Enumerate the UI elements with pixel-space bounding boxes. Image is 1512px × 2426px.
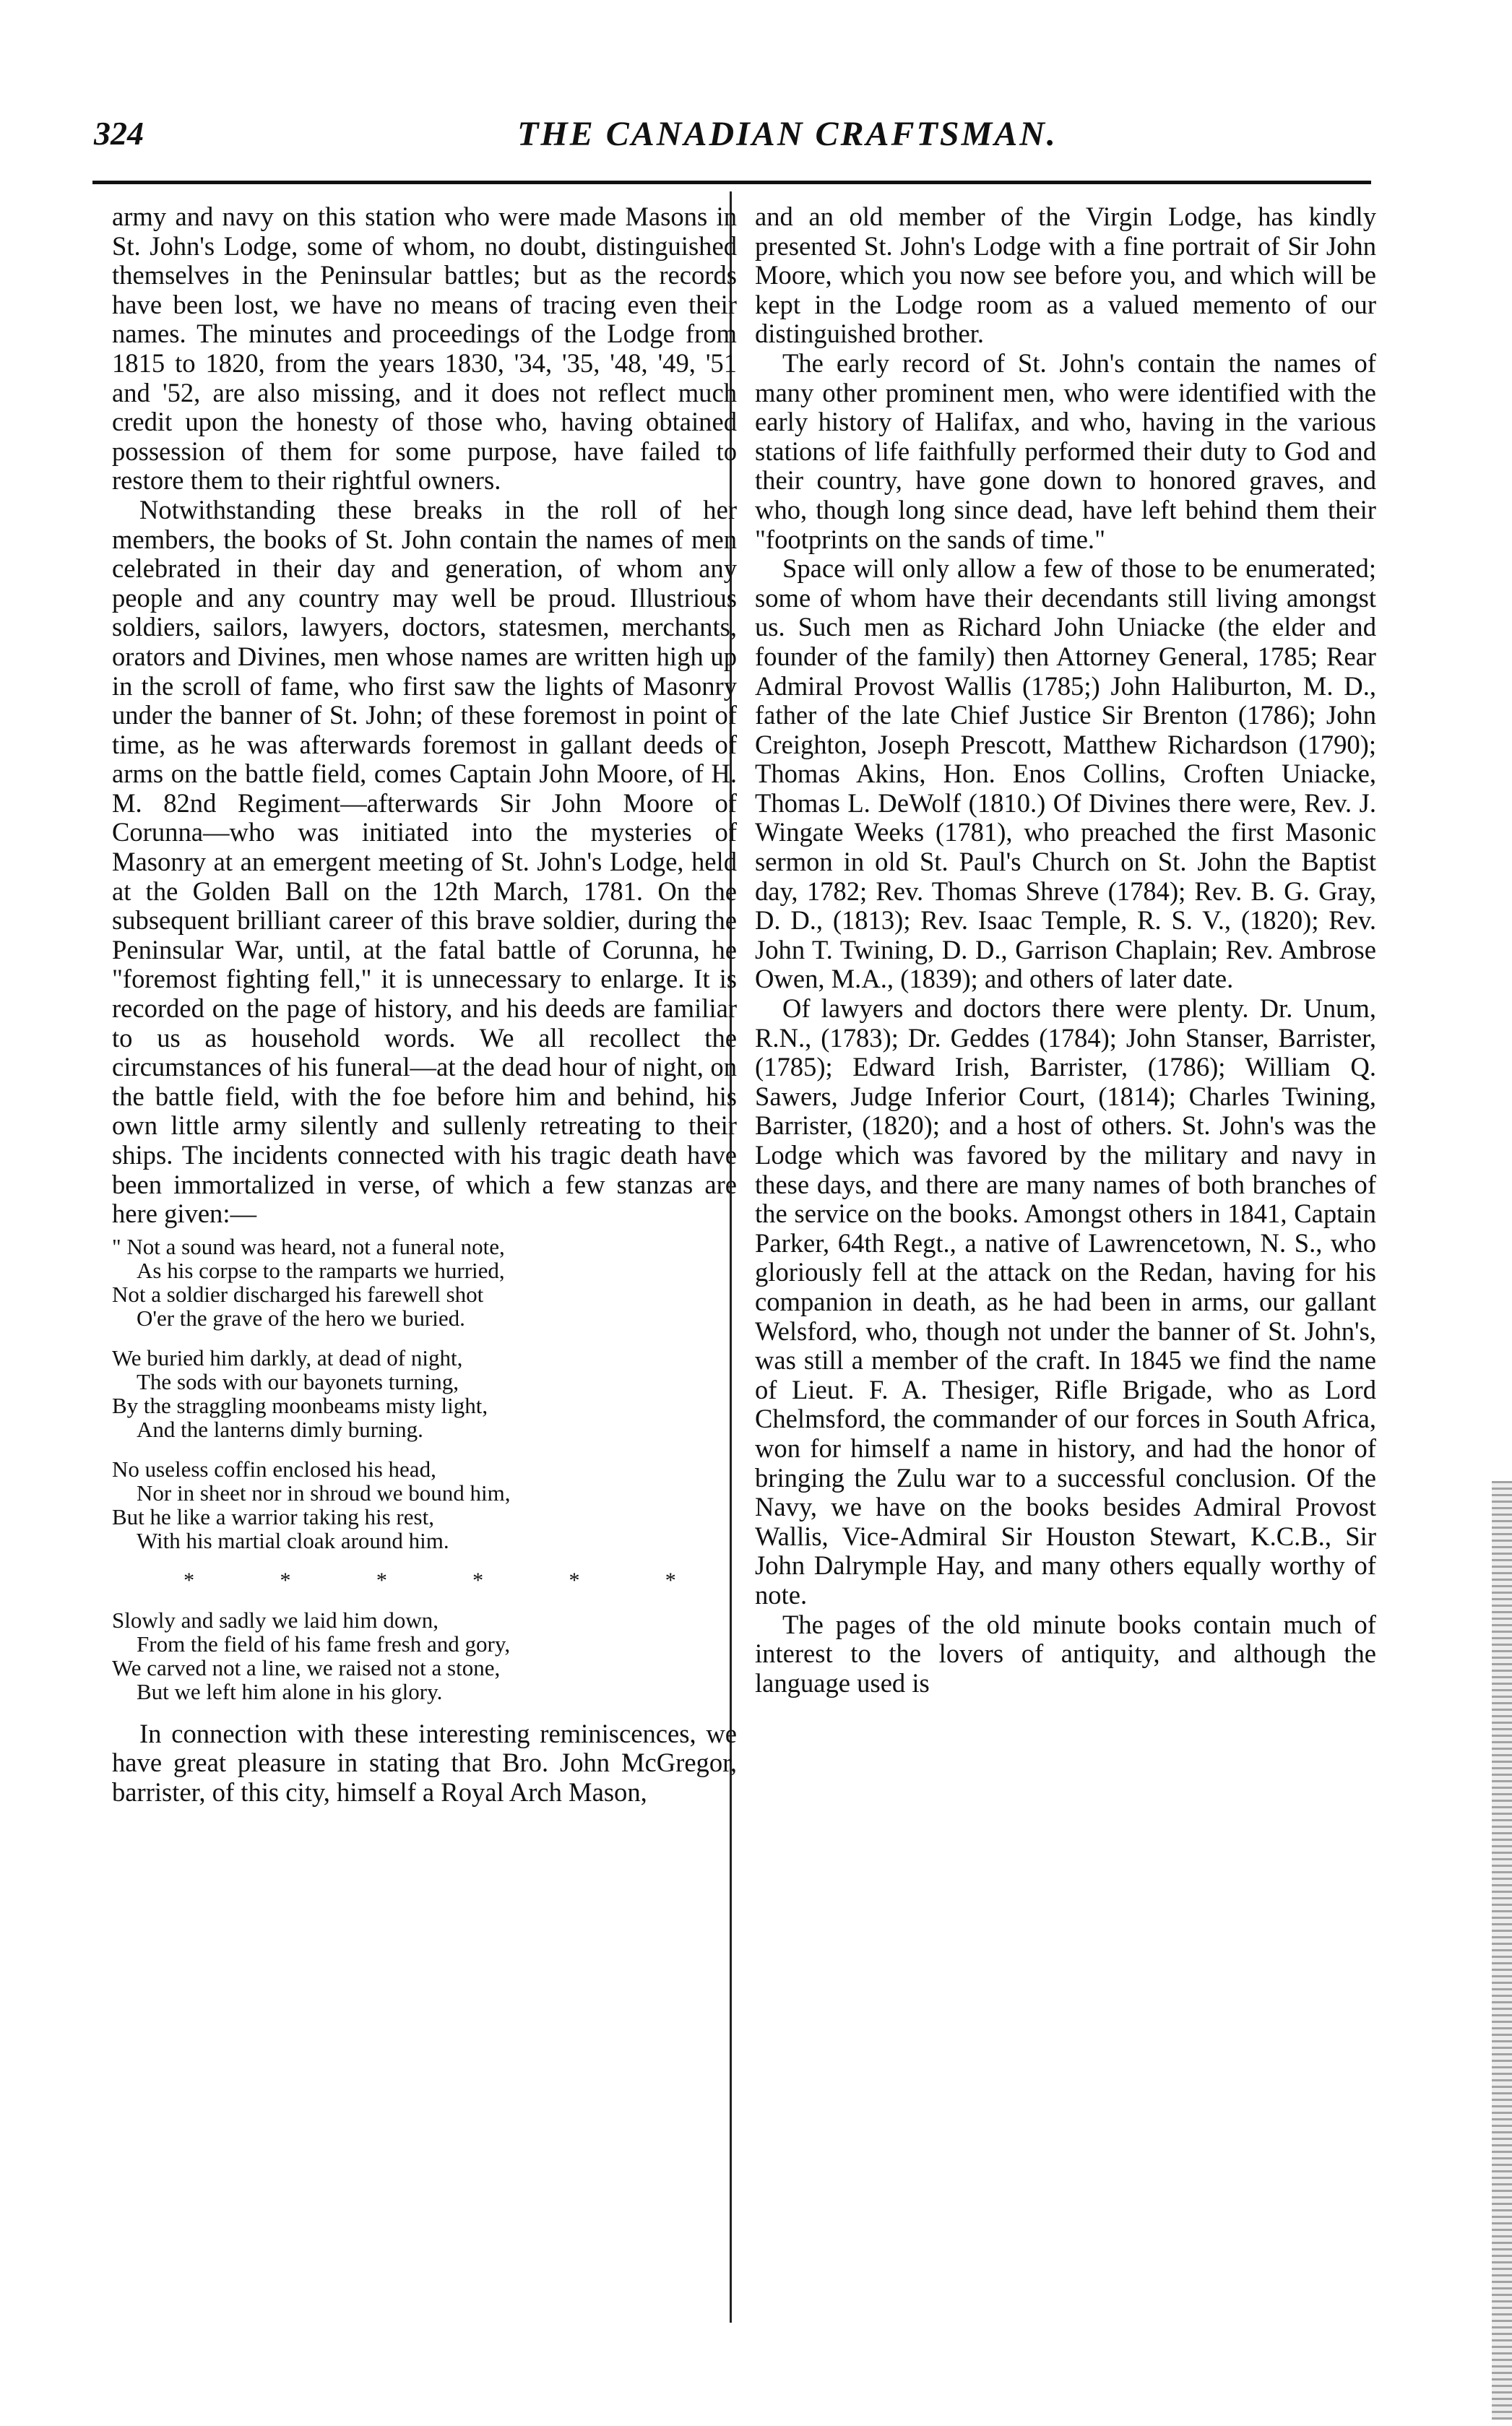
poem-line: By the straggling moonbeams misty light, xyxy=(112,1392,488,1418)
poem-stanza xyxy=(112,1608,737,1704)
poem-stanza xyxy=(112,1457,737,1553)
right-column xyxy=(755,202,1376,1698)
page-header xyxy=(94,114,1416,165)
paragraph: In connection with these interesting reminiscences, we have great pleasure in stating that Bro. John McGregor, barrister, of this city, himself a Royal Arch Mason, xyxy=(112,1718,737,1807)
poem-line: Slowly and sadly we laid him down, xyxy=(112,1607,439,1633)
scan-edge-artifact xyxy=(1492,1481,1512,2420)
separator-star: * xyxy=(665,1568,676,1592)
poem-line: But we left him alone in his glory. xyxy=(137,1678,443,1704)
poem-line: Nor in sheet nor in shroud we bound him, xyxy=(137,1480,511,1506)
separator-star: * xyxy=(376,1568,387,1592)
poem-line: No useless coffin enclosed his head, xyxy=(112,1456,436,1482)
poem-line: But he like a warrior taking his rest, xyxy=(112,1503,434,1529)
poem-line: We buried him darkly, at dead of night, xyxy=(112,1344,463,1370)
poem-stanza xyxy=(112,1235,737,1330)
poem xyxy=(112,1235,737,1704)
page-number: 324 xyxy=(94,115,144,152)
paragraph: The early record of St. John's contain the names of many other prominent men, who were identified with the early history of Halifax, and who, having in the various stations of life faithfully performed their duty to God and their country, have gone down to honored graves, and who, though long since dead, have left behind them their "footprints on the sands of time." xyxy=(755,348,1376,554)
poem-line: We carved not a line, we raised not a stone, xyxy=(112,1654,501,1680)
poem-stanza xyxy=(112,1346,737,1441)
header-rule xyxy=(92,181,1371,184)
paragraph: and an old member of the Virgin Lodge, has kindly presented St. John's Lodge with a fine portrait of Sir John Moore, which you now see before you, and which will be kept in the Lodge room as a valued memento of our distinguished brother. xyxy=(755,202,1376,349)
poem-line: Not a soldier discharged his farewell shot xyxy=(112,1281,484,1307)
poem-line: And the lanterns dimly burning. xyxy=(137,1416,423,1442)
stanza-separator xyxy=(141,1568,719,1592)
separator-star: * xyxy=(472,1568,484,1592)
paragraph: army and navy on this station who were made Masons in St. John's Lodge, some of whom, no doubt, distinguished themselves in the Peninsular battles; but as the records have been lost, we have no means of tracing even their names. The minutes and proceedings of the Lodge from 1815 to 1820, from the years 1830, '34, '35, '48, '49, '51 and '52, are also missing, and it does not reflect much credit upon the honesty of those who, having obtained possession of them for some purpose, have failed to restore them to their rightful owners. xyxy=(112,202,737,496)
paragraph: Of lawyers and doctors there were plenty. Dr. Unum, R.N., (1783); Dr. Geddes (1784); John Stanser, Barrister, (1785); Edward Irish, Barrister, (1786); William Q. Sawers, Judge Inferior Court, (1814); Charles Twining, Barrister, (1820); and a host of others. St. John's was the Lodge which was favored by the military and navy in these days, and there are many names of both branches of the service on the books. Amongst others in 1841, Captain Parker, 64th Regt., a native of Lawrencetown, N. S., who gloriously fell at the attack on the Redan, having for his companion in death, as he had been in arms, our gallant Welsford, who, though not under the banner of St. John's, was still a member of the craft. In 1845 we find the name of Lieut. F. A. Thesiger, Rifle Brigade, who as Lord Chelmsford, the commander of our forces in South Africa, won for himself a name in history, and had the honor of bringing the Zulu war to a successful conclusion. Of the Navy, we have on the books besides Admiral Provost Wallis, Vice-Admiral Sir Houston Stewart, K.C.B., Sir John Dalrymple Hay, and many others equally worthy of note. xyxy=(755,993,1376,1610)
poem-line: From the field of his fame fresh and gory, xyxy=(137,1631,511,1657)
paragraph: The pages of the old minute books contain much of interest to the lovers of antiquity, and although the language used is xyxy=(755,1609,1376,1698)
separator-star: * xyxy=(569,1568,580,1592)
poem-line: With his martial cloak around him. xyxy=(137,1527,449,1553)
running-title: THE CANADIAN CRAFTSMAN. xyxy=(517,115,1058,153)
paragraph: Space will only allow a few of those to be enumerated; some of whom have their decendants still living amongst us. Such men as Richard John Uniacke (the elder and founder of the family) then Attorney General, 1785; Rear Admiral Provost Wallis (1785;) John Haliburton, M. D., father of the late Chief Justice Sir Brenton (1786); John Creighton, Joseph Prescott, Matthew Richardson (1790); Thomas Akins, Hon. Enos Collins, Croften Uniacke, Thomas L. DeWolf (1810.) Of Divines there were, Rev. J. Wingate Weeks (1781), who preached the first Masonic sermon in old St. Paul's Church on St. John the Baptist day, 1782; Rev. Thomas Shreve (1784); Rev. B. G. Gray, D. D., (1813); Rev. Isaac Temple, R. S. V., (1820); Rev. John T. Twining, D. D., Garrison Chaplain; Rev. Ambrose Owen, M.A., (1839); and others of later date. xyxy=(755,553,1376,994)
poem-line: " Not a sound was heard, not a funeral note, xyxy=(112,1233,505,1259)
poem-line: O'er the grave of the hero we buried. xyxy=(137,1305,465,1331)
poem-line: As his corpse to the ramparts we hurried, xyxy=(137,1257,505,1283)
poem-line: The sods with our bayonets turning, xyxy=(137,1368,459,1394)
left-column xyxy=(112,202,737,1808)
separator-star: * xyxy=(280,1568,291,1592)
paragraph: Notwithstanding these breaks in the roll of her members, the books of St. John contain the names of men celebrated in their day and generation, of whom any people and any country may well be proud. Illustrious soldiers, sailors, lawyers, doctors, statesmen, merchants, orators and Divines, men whose names are written high up in the scroll of fame, who first saw the lights of Masonry under the banner of St. John; of these foremost in point of time, as he was afterwards foremost in gallant deeds of arms on the battle field, comes Captain John Moore, of H. M. 82nd Regiment—afterwards Sir John Moore of Corunna—who was initiated into the mysteries of Masonry at an emergent meeting of St. John's Lodge, held at the Golden Ball on the 12th March, 1781. On the subsequent brilliant career of this brave soldier, during the Peninsular War, until, at the fatal battle of Corunna, he "foremost fighting fell," it is unnecessary to enlarge. It is recorded on the page of history, and his deeds are familiar to us as household words. We all recollect the circumstances of his funeral—at the dead hour of night, on the battle field, with the foe before him and behind, his own little army silently and sullenly retreating to their ships. The incidents connected with his tragic death have been immortalized in verse, of which a few stanzas are here given:— xyxy=(112,494,737,1229)
separator-star: * xyxy=(183,1568,195,1592)
